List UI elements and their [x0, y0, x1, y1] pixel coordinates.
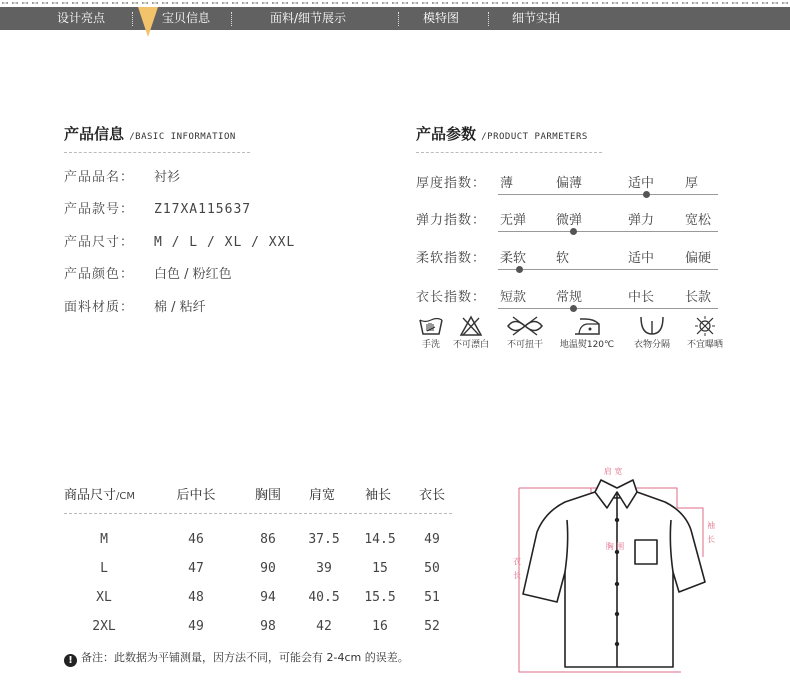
param-option: 中长: [628, 290, 655, 305]
param-option: 薄: [500, 176, 514, 191]
param-option: 厚: [685, 176, 699, 191]
divider: [416, 152, 602, 153]
table-cell: 86: [260, 532, 276, 547]
params-title-en: PRODUCT PARMETERS: [487, 132, 588, 142]
table-cell: 46: [188, 532, 204, 547]
table-cell: 15: [372, 561, 388, 576]
info-row-color: 产品颜色： 白色 / 粉红色: [64, 267, 232, 282]
param-label: 厚度指数：: [416, 176, 487, 191]
label-length-2: 长: [513, 571, 521, 580]
nav-separator: [398, 12, 399, 26]
param-option: 宽松: [685, 213, 712, 228]
top-nav: [0, 7, 790, 30]
wash-separately-icon: [637, 315, 667, 337]
table-cell: 39: [316, 561, 332, 576]
label-sleeve-2: 长: [707, 535, 715, 544]
nav-item-product-info[interactable]: 宝贝信息: [162, 11, 211, 25]
divider: [64, 152, 250, 153]
iron-low-icon: [572, 315, 602, 337]
param-scale-line: [498, 269, 718, 270]
care-iron-low: 地温熨120℃: [555, 315, 619, 350]
shirt-measurement-diagram: [505, 462, 733, 676]
table-header: 肩宽: [308, 488, 335, 503]
param-option: 偏薄: [556, 176, 583, 191]
param-option: 软: [556, 251, 570, 266]
no-wring-icon: [505, 315, 545, 337]
param-option: 柔软: [500, 251, 527, 266]
param-option: 弹力: [628, 213, 655, 228]
label-shoulder: 肩 宽: [603, 467, 623, 476]
nav-item-fabric[interactable]: 面料/细节展示: [270, 11, 347, 25]
table-cell: 47: [188, 561, 204, 576]
table-cell: 49: [424, 532, 440, 547]
params-title: 产品参数 /PRODUCT PARMETERS: [416, 125, 588, 143]
params-title-cn: 产品参数: [416, 125, 477, 143]
table-header: 后中长: [176, 488, 216, 503]
table-cell: 16: [372, 619, 388, 634]
param-selected-dot: [570, 305, 577, 312]
param-option: 微弹: [556, 213, 583, 228]
no-sun-icon: [693, 315, 717, 337]
table-cell: 40.5: [308, 590, 340, 605]
table-cell: 48: [188, 590, 204, 605]
table-cell: 42: [316, 619, 332, 634]
param-label: 弹力指数：: [416, 213, 487, 228]
label-sleeve-1: 袖: [707, 521, 715, 530]
hand-wash-icon: [418, 315, 444, 337]
measurement-note: ! 备注：此数据为平铺测量，因方法不同，可能会有 2-4cm 的误差。: [64, 649, 409, 667]
no-bleach-icon: [459, 315, 483, 337]
nav-separator: [132, 12, 133, 26]
table-cell: 15.5: [364, 590, 396, 605]
table-header: 胸围: [254, 488, 281, 503]
table-cell: 90: [260, 561, 276, 576]
table-cell: 37.5: [308, 532, 340, 547]
param-scale-line: [498, 231, 718, 232]
param-scale-line: [498, 308, 718, 309]
care-hand-wash: 手洗: [417, 315, 445, 350]
care-no-wring: 不可扭干: [500, 315, 550, 350]
table-row-size: L: [100, 561, 108, 576]
label-length-1: 衣: [513, 557, 521, 566]
param-label: 柔软指数：: [416, 251, 487, 266]
param-option: 短款: [500, 290, 527, 305]
param-selected-dot: [516, 266, 523, 273]
nav-separator: [231, 12, 232, 26]
param-selected-dot: [570, 228, 577, 235]
info-row-material: 面料材质： 棉 / 粘纤: [64, 300, 206, 315]
active-nav-pointer-icon: [138, 7, 158, 37]
table-cell: 51: [424, 590, 440, 605]
table-cell: 98: [260, 619, 276, 634]
table-row-size: XL: [96, 590, 112, 605]
table-header: 衣长: [418, 488, 445, 503]
table-row-size: 2XL: [92, 619, 116, 634]
table-header-size: 商品尺寸/CM: [64, 488, 135, 503]
param-option: 适中: [628, 176, 655, 191]
param-selected-dot: [643, 191, 650, 198]
nav-item-model[interactable]: 模特图: [423, 11, 460, 25]
param-label: 衣长指数：: [416, 290, 487, 305]
param-scale-line: [498, 194, 718, 195]
table-cell: 14.5: [364, 532, 396, 547]
nav-item-detail-photos[interactable]: 细节实拍: [512, 11, 561, 25]
nav-item-design[interactable]: 设计亮点: [57, 11, 106, 25]
basic-info-title: 产品信息 /BASIC INFORMATION: [64, 125, 236, 143]
table-cell: 49: [188, 619, 204, 634]
table-unit: /CM: [116, 491, 135, 502]
table-cell: 50: [424, 561, 440, 576]
table-header: 袖长: [364, 488, 391, 503]
param-option: 常规: [556, 290, 583, 305]
info-row-name: 产品品名： 衬衫: [64, 170, 181, 185]
table-divider: [64, 513, 452, 514]
table-row-size: M: [100, 532, 108, 547]
basic-info-title-cn: 产品信息: [64, 125, 125, 143]
basic-info-title-en: BASIC INFORMATION: [135, 132, 236, 142]
param-option: 无弹: [500, 213, 527, 228]
param-option: 偏硬: [685, 251, 712, 266]
table-cell: 94: [260, 590, 276, 605]
care-no-bleach: 不可漂白: [446, 315, 496, 350]
exclamation-icon: !: [64, 654, 77, 667]
param-option: 长款: [685, 290, 712, 305]
care-no-sun: 不宜曝晒: [681, 315, 729, 350]
info-row-size: 产品尺寸： M / L / XL / XXL: [64, 235, 296, 250]
param-option: 适中: [628, 251, 655, 266]
decorative-chain-border: [0, 0, 790, 6]
care-wash-separately: 衣物分隔: [626, 315, 678, 350]
info-row-style-no: 产品款号： Z17XA115637: [64, 202, 252, 217]
table-cell: 52: [424, 619, 440, 634]
nav-separator: [488, 12, 489, 26]
label-chest: 胸 围: [605, 542, 625, 551]
